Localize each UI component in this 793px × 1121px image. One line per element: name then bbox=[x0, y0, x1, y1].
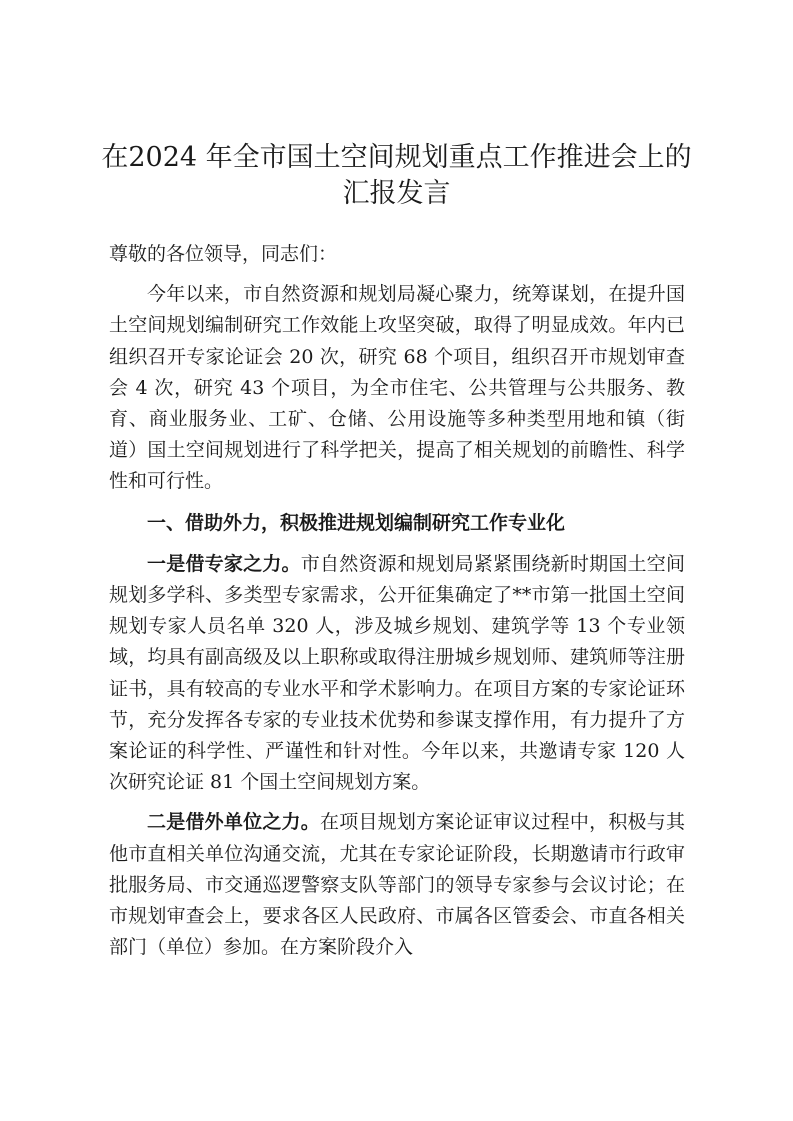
section-heading-1: 一、借助外力，积极推进规划编制研究工作专业化 bbox=[147, 511, 566, 534]
item-2-text: 在项目规划方案论证审议过程中，积极与其他市直相关单位沟通交流，尤其在专家论证阶段，长期邀请市行政审批服务局、市交通巡逻警察支队等部门的领导专家参与会议讨论；在市规划审查会上，要求各区人民政府、市属各区管委会、市直各相关部门（单位）参加。在方案阶段介入 bbox=[109, 811, 685, 959]
paragraph-item-1 bbox=[109, 549, 685, 799]
item-2-lead: 二是借外单位之力。 bbox=[147, 811, 320, 834]
item-1-text: 市自然资源和规划局紧紧围绕新时期国土空间规划多学科、多类型专家需求，公开征集确定了**市第一批国土空间规划专家人员名单 320 人，涉及城乡规划、建筑学等 13 个专业领域，均具有副高级及以上职称或取得注册城乡规划师、建筑师等注册证书，具有较高的专业水平和学术影响力。在项目方案的专家论证环节，充分发挥各专家的专业技术优势和参谋支撑作用，有力提升了方案论证的科学性、严谨性和针对性。今年以来，共邀请专家 120 人次研究论证 81 个国土空间规划方案。 bbox=[109, 552, 685, 794]
document-body bbox=[109, 239, 685, 963]
item-1-lead: 一是借专家之力。 bbox=[147, 552, 301, 575]
document-title: 在2024 年全市国土空间规划重点工作推进会上的汇报发言 bbox=[101, 142, 692, 209]
greeting: 尊敬的各位领导，同志们： bbox=[109, 243, 338, 265]
intro-paragraph: 今年以来，市自然资源和规划局凝心聚力，统筹谋划，在提升国土空间规划编制研究工作效能上攻坚突破，取得了明显成效。年内已组织召开专家论证会 20 次，研究 68 个项目，组织召开市规划审查会 4 次，研究 43 个项目，为全市住宅、公共管理与公共服务、教育、商业服务业、工矿、仓储、公用设施等多种类型用地和镇（街道）国土空间规划进行了科学把关，提高了相关规划的前瞻性、科学性和可行性。 bbox=[109, 283, 685, 493]
paragraph-item-2 bbox=[109, 807, 685, 963]
